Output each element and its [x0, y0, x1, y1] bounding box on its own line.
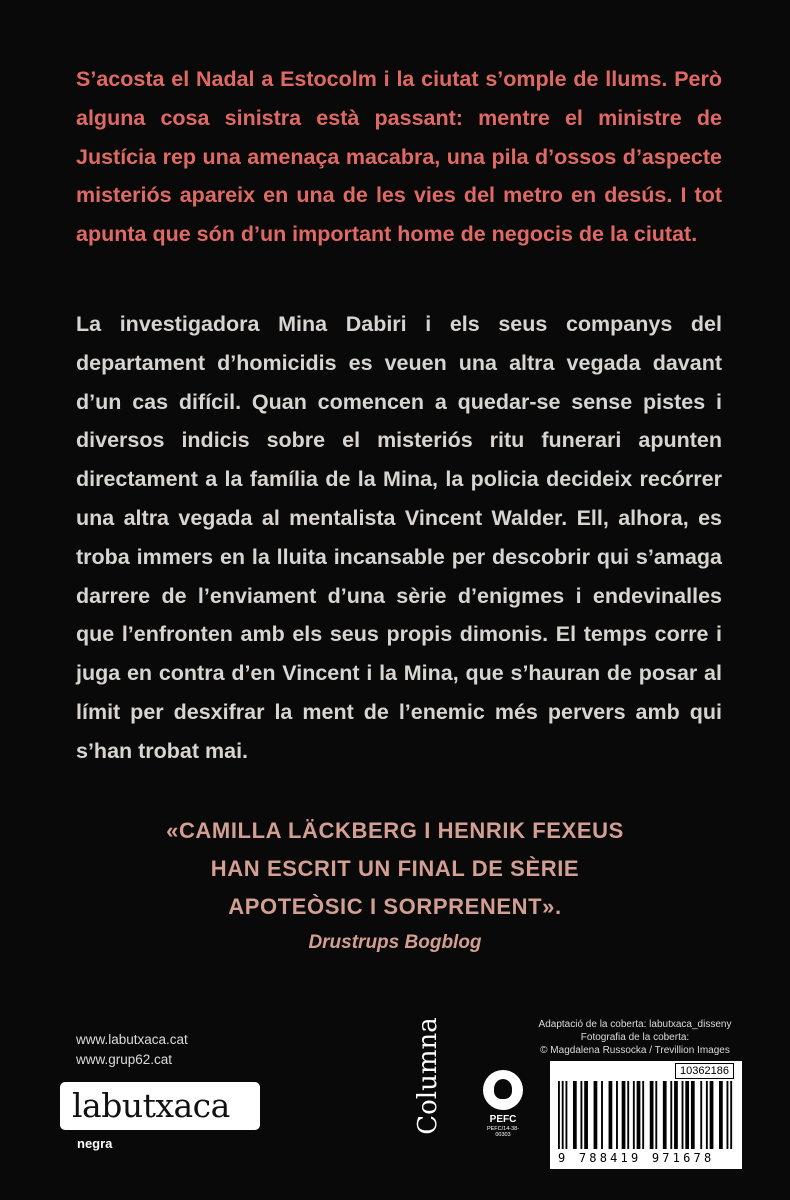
barcode-bar — [706, 1081, 708, 1149]
tree-icon — [483, 1070, 523, 1110]
barcode-bar — [627, 1081, 629, 1149]
barcode-bar — [663, 1081, 667, 1149]
barcode-bar — [609, 1081, 613, 1149]
website-link-labutxaca[interactable]: www.labutxaca.cat — [76, 1032, 188, 1047]
barcode-bar — [558, 1081, 560, 1149]
website-link-grup62[interactable]: www.grup62.cat — [76, 1052, 173, 1067]
barcode-bars — [558, 1081, 734, 1151]
labutxaca-logo — [60, 1082, 260, 1130]
columna-logo: Columna — [413, 1017, 443, 1135]
barcode-bar — [573, 1081, 577, 1149]
barcode-bar — [642, 1081, 644, 1149]
credit-design: Adaptació de la coberta: labutxaca_disseny — [538, 1019, 732, 1030]
barcode-bar — [565, 1081, 567, 1149]
credit-photo-title: Fotografia de la coberta: — [580, 1032, 690, 1043]
synopsis-paragraph: La investigadora Mina Dabiri i els seus companys del departament d’homicidis es veuen una altra vegada davant d’un cas difícil. Quan comencen a quedar-se sense pistes i diversos indicis sobre el misteriós ritu funerari apunten directament a la família de la Mina, la policia decideix recórrer una altra vegada al mentalista Vincent Walder. Ell, alhora, es troba immers en la lluita incansable per descobrir qui s’amaga darrere de l’enviament d’una sèrie d’enigmes i endevinalles que l’enfronten amb els seus propis dimonis. El temps corre i juga en contra d’en Vincent i la Mina, que s’hauran de posar al límit per desxifrar la ment de l’enemic més pervers amb qui s’han trobat mai. — [76, 312, 722, 763]
barcode-bar — [691, 1081, 695, 1149]
isbn-digits: 9 788419 971678 — [558, 1151, 715, 1165]
barcode-bar — [727, 1081, 729, 1149]
barcode-bar — [616, 1081, 618, 1149]
pefc-label: PEFC — [489, 1114, 517, 1125]
pefc-certification — [480, 1070, 526, 1138]
barcode-bar — [601, 1081, 603, 1149]
barcode-bar — [622, 1081, 626, 1149]
collection-label: negra — [77, 1136, 113, 1151]
barcode-bar — [710, 1081, 714, 1149]
pefc-code: PEFC/14-38-00303 — [486, 1126, 520, 1138]
quote-source: Drustrups Bogblog — [308, 932, 482, 953]
barcode-bar — [584, 1081, 588, 1149]
barcode-bar — [670, 1081, 672, 1149]
intro-paragraph: S’acosta el Nadal a Estocolm i la ciutat s’omple de llums. Però alguna cosa sinistra està passant: mentre el ministre de Justícia rep una amenaça macabra, una pila d’ossos d’aspecte misteriós apareix en una de les vies del metro en desús. I tot apunta que són d’un important home de negocis de la ciutat. — [76, 67, 722, 247]
product-code: 10362186 — [675, 1063, 734, 1079]
barcode — [550, 1061, 742, 1169]
quote-line-3: APOTEÒSIC I SORPRENENT». — [228, 894, 562, 919]
barcode-bar — [562, 1081, 564, 1149]
logo-text: labutxaca — [72, 1086, 230, 1125]
barcode-bar — [650, 1081, 654, 1149]
barcode-bar — [730, 1081, 732, 1149]
barcode-bar — [633, 1081, 635, 1149]
barcode-bar — [719, 1081, 723, 1149]
barcode-bar — [685, 1081, 689, 1149]
quote-line-1: «CAMILLA LÄCKBERG I HENRIK FEXEUS — [166, 818, 624, 843]
credit-photo: © Magdalena Russocka / Trevillion Images — [540, 1045, 730, 1056]
barcode-bar — [594, 1081, 598, 1149]
barcode-bar — [637, 1081, 641, 1149]
barcode-bar — [700, 1081, 702, 1149]
barcode-bar — [655, 1081, 657, 1149]
cover-credits — [520, 1018, 750, 1057]
barcode-bar — [580, 1081, 582, 1149]
quote-line-2: HAN ESCRIT UN FINAL DE SÈRIE — [210, 856, 580, 881]
review-quote — [60, 812, 730, 960]
barcode-bar — [682, 1081, 684, 1149]
barcode-bar — [674, 1081, 678, 1149]
